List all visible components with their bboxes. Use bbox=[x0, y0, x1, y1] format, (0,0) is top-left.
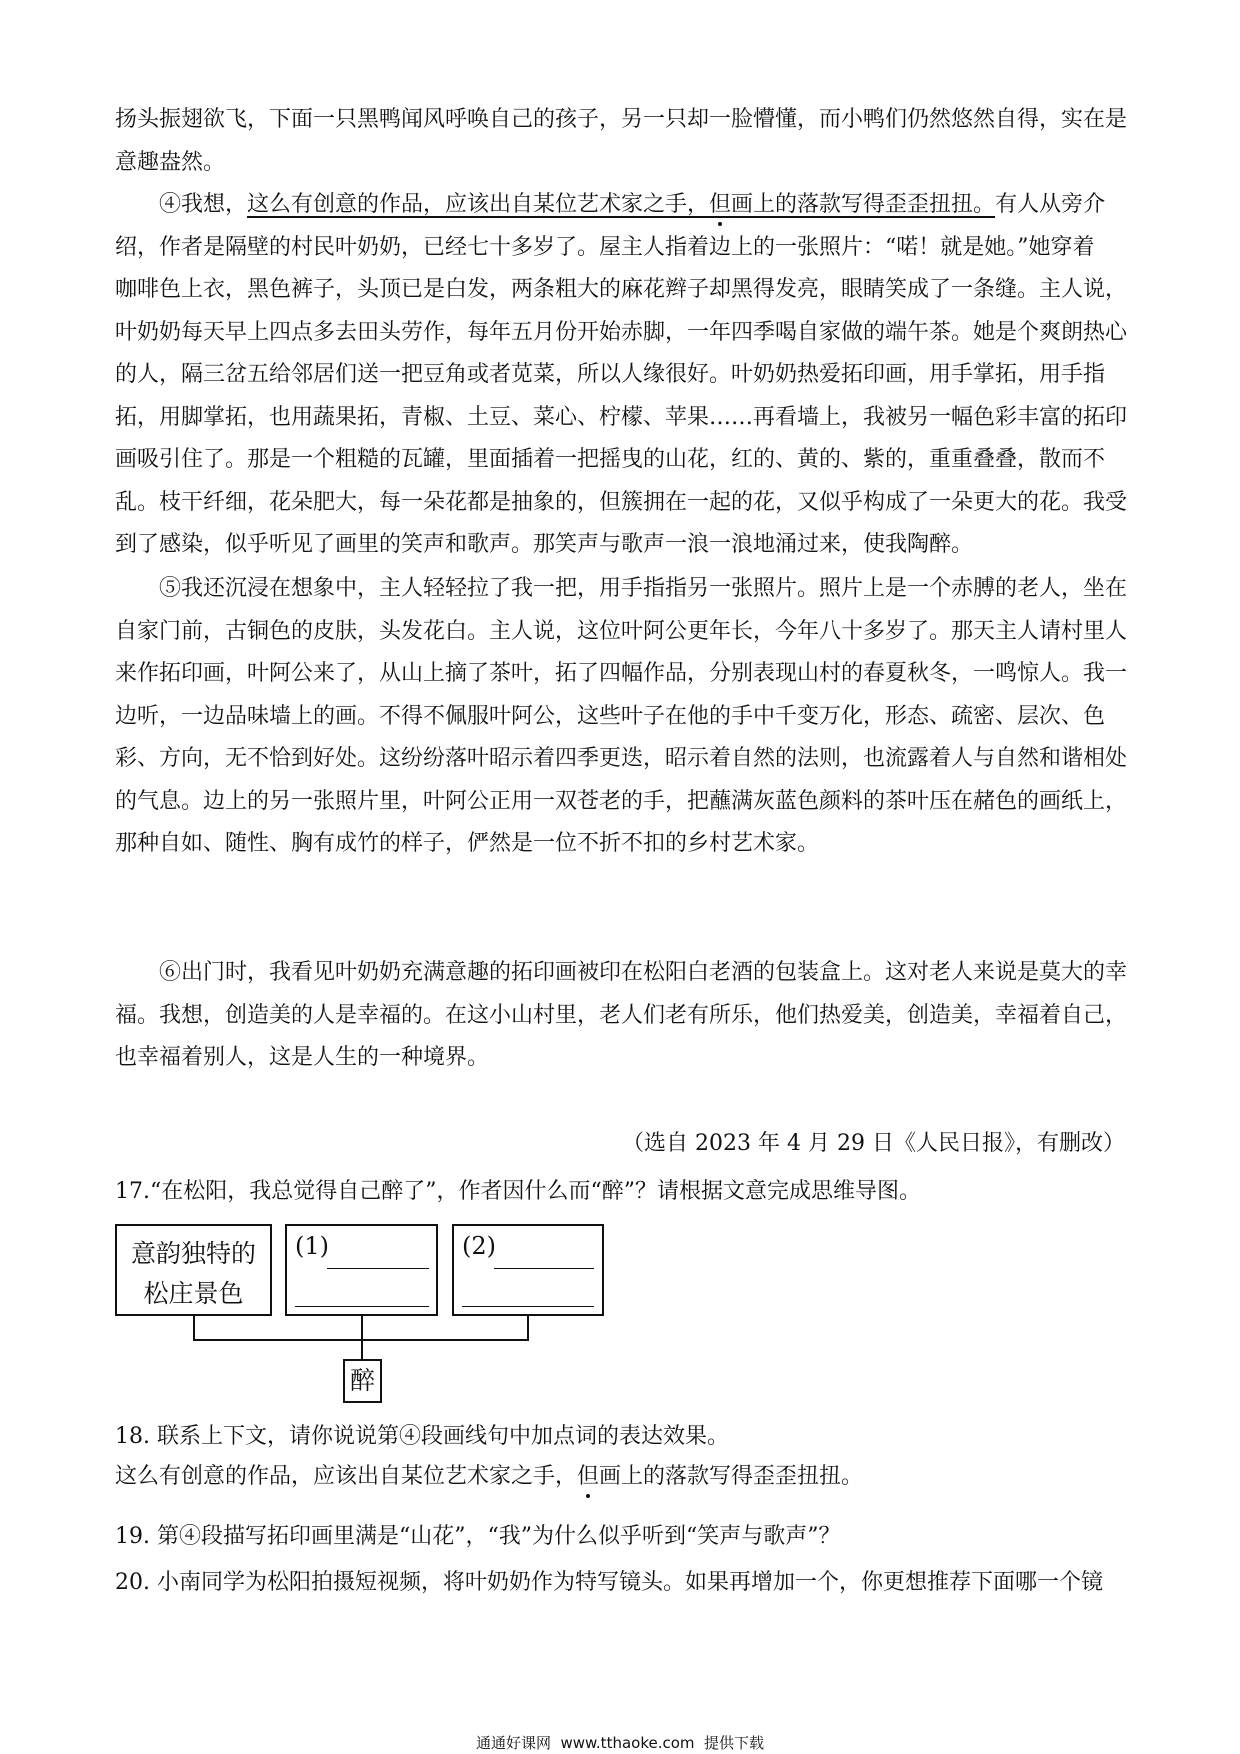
question-18: 18. 联系上下文，请你说说第④段画线句中加点词的表达效果。 bbox=[115, 1424, 729, 1449]
text-line: 福。我想，创造美的人是幸福的。在这小山村里，老人们老有所乐，他们热爱美，创造美，幸福着自己， bbox=[115, 1002, 1128, 1028]
mindmap-box-scenery bbox=[115, 1224, 272, 1316]
question-20: 20. 小南同学为松阳拍摄短视频，将叶奶奶作为特写镜头。如果再增加一个，你更想推荐下面哪一个镜 bbox=[115, 1570, 1103, 1595]
text-line: 自家门前，古铜色的皮肤，头发花白。主人说，这位叶阿公更年长，今年八十多岁了。那天主人请村里人 bbox=[115, 618, 1128, 644]
text-line: ⑤我还沉浸在想象中，主人轻轻拉了我一把，用手指指另一张照片。照片上是一个赤膊的老人，坐在 bbox=[159, 576, 1128, 601]
paragraph-5 bbox=[115, 568, 1128, 866]
text-line: 乱。枝干纤细，花朵肥大，每一朵花都是抽象的，但簇拥在一起的花，又似乎构成了一朵更大的花。我受 bbox=[115, 489, 1128, 515]
dotted-word: 但 bbox=[709, 192, 732, 217]
text-line: 咖啡色上衣，黑色裤子，头顶已是白发，两条粗大的麻花辫子却黑得发亮，眼睛笑成了一条缝。主人说， bbox=[115, 277, 1128, 302]
paragraph-6 bbox=[115, 952, 1128, 1080]
answer-line[interactable] bbox=[494, 1268, 594, 1269]
connector-line bbox=[527, 1316, 529, 1340]
text-line: 的气息。边上的另一张照片里，叶阿公正用一双苍老的手，把蘸满灰蓝色颜料的茶叶压在赭色的画纸上， bbox=[115, 788, 1128, 814]
text-line: 叶奶奶每天早上四点多去田头劳作，每年五月份开始赤脚，一年四季喝自家做的端午茶。她是个爽朗热心 bbox=[115, 319, 1128, 345]
text-span: ④我想， bbox=[159, 192, 248, 217]
source-citation: （选自 2023 年 4 月 29 日《人民日报》，有删改） bbox=[622, 1131, 1125, 1156]
text-line: 画吸引住了。那是一个粗糙的瓦罐，里面插着一把摇曳的山花，红的、黄的、紫的，重重叠叠，散而不 bbox=[115, 447, 1106, 472]
underlined-text-a: 这么有创意的作品，应该出自某位艺术家之手， bbox=[247, 192, 710, 217]
answer-line[interactable] bbox=[295, 1306, 429, 1307]
text-line: 扬头振翅欲飞，下面一只黑鸭闻风呼唤自己的孩子，另一只却一脸懵懂，而小鸭们仍然悠然自得，实在是 bbox=[115, 107, 1128, 132]
answer-line[interactable] bbox=[462, 1306, 594, 1307]
mindmap-box-blank-2 bbox=[452, 1224, 604, 1316]
dotted-word: 但 bbox=[577, 1464, 600, 1489]
question-17: 17.“在松阳，我总觉得自己醉了”，作者因什么而“醉”？请根据文意完成思维导图。 bbox=[115, 1179, 921, 1204]
answer-line[interactable] bbox=[327, 1268, 429, 1269]
page-footer: 通通好课网 www.tthaoke.com 提供下载 bbox=[475, 1734, 765, 1752]
text-line: 来作拓印画，叶阿公来了，从山上摘了茶叶，拓了四幅作品，分别表现山村的春夏秋冬，一鸣惊人。我一 bbox=[115, 661, 1128, 686]
connector-line bbox=[193, 1316, 195, 1340]
text-line: 彩、方向，无不恰到好处。这纷纷落叶昭示着四季更迭，昭示着自然的法则，也流露着人与自然和谐相处 bbox=[115, 746, 1128, 771]
connector-line bbox=[361, 1339, 363, 1360]
mindmap-box-blank-1 bbox=[285, 1224, 438, 1316]
question-19: 19. 第④段描写拓印画里满是“山花”，“我”为什么似乎听到“笑声与歌声”？ bbox=[115, 1524, 841, 1549]
text-line: 边听，一边品味墙上的画。不得不佩服叶阿公，这些叶子在他的手中千变万化，形态、疏密、层次、色 bbox=[115, 703, 1106, 729]
text-line: 意趣盎然。 bbox=[115, 149, 226, 175]
mindmap-root-box bbox=[343, 1359, 382, 1403]
paragraph-continued bbox=[115, 99, 1128, 184]
text-line: 那种自如、随性、胸有成竹的样子，俨然是一位不折不扣的乡村艺术家。 bbox=[115, 831, 820, 856]
text-line: 的人，隔三岔五给邻居们送一把豆角或者苋菜，所以人缘很好。叶奶奶热爱拓印画，用手掌拓，用手指 bbox=[115, 362, 1106, 387]
blank-1-label: (1) bbox=[295, 1232, 329, 1260]
text-line: 绍，作者是隔壁的村民叶奶奶，已经七十多岁了。屋主人指着边上的一张照片：“喏！就是她。”她穿着 bbox=[115, 234, 1095, 260]
text-line: 拓，用脚掌拓，也用蔬果拓，青椒、土豆、菜心、柠檬、苹果……再看墙上，我被另一幅色彩丰富的拓印 bbox=[115, 404, 1128, 430]
mindmap-box-scenery-text: 意韵独特的 松庄景色 bbox=[130, 1239, 256, 1308]
text-line: ⑥出门时，我看见叶奶奶充满意趣的拓印画被印在松阳白老酒的包装盒上。这对老人来说是莫大的幸 bbox=[159, 960, 1128, 985]
quote-text-b: 画上的落款写得歪歪扭扭。 bbox=[599, 1464, 864, 1489]
question-18-quote bbox=[115, 1460, 863, 1494]
blank-2-label: (2) bbox=[462, 1232, 496, 1260]
underlined-text-b: 画上的落款写得歪歪扭扭。 bbox=[731, 192, 996, 217]
text-line: 到了感染，似乎听见了画里的笑声和歌声。那笑声与歌声一浪一浪地涌过来，使我陶醉。 bbox=[115, 532, 974, 557]
text-span: 有人从旁介 bbox=[995, 192, 1106, 217]
mindmap-root-text: 醉 bbox=[349, 1366, 375, 1395]
underlined-sentence bbox=[247, 192, 995, 217]
text-line: 也幸福着别人，这是人生的一种境界。 bbox=[115, 1045, 490, 1070]
paragraph-4-first-line bbox=[115, 184, 1125, 227]
paragraph-4 bbox=[115, 184, 1128, 567]
connector-line bbox=[361, 1316, 363, 1340]
quote-text-a: 这么有创意的作品，应该出自某位艺术家之手， bbox=[115, 1464, 578, 1489]
